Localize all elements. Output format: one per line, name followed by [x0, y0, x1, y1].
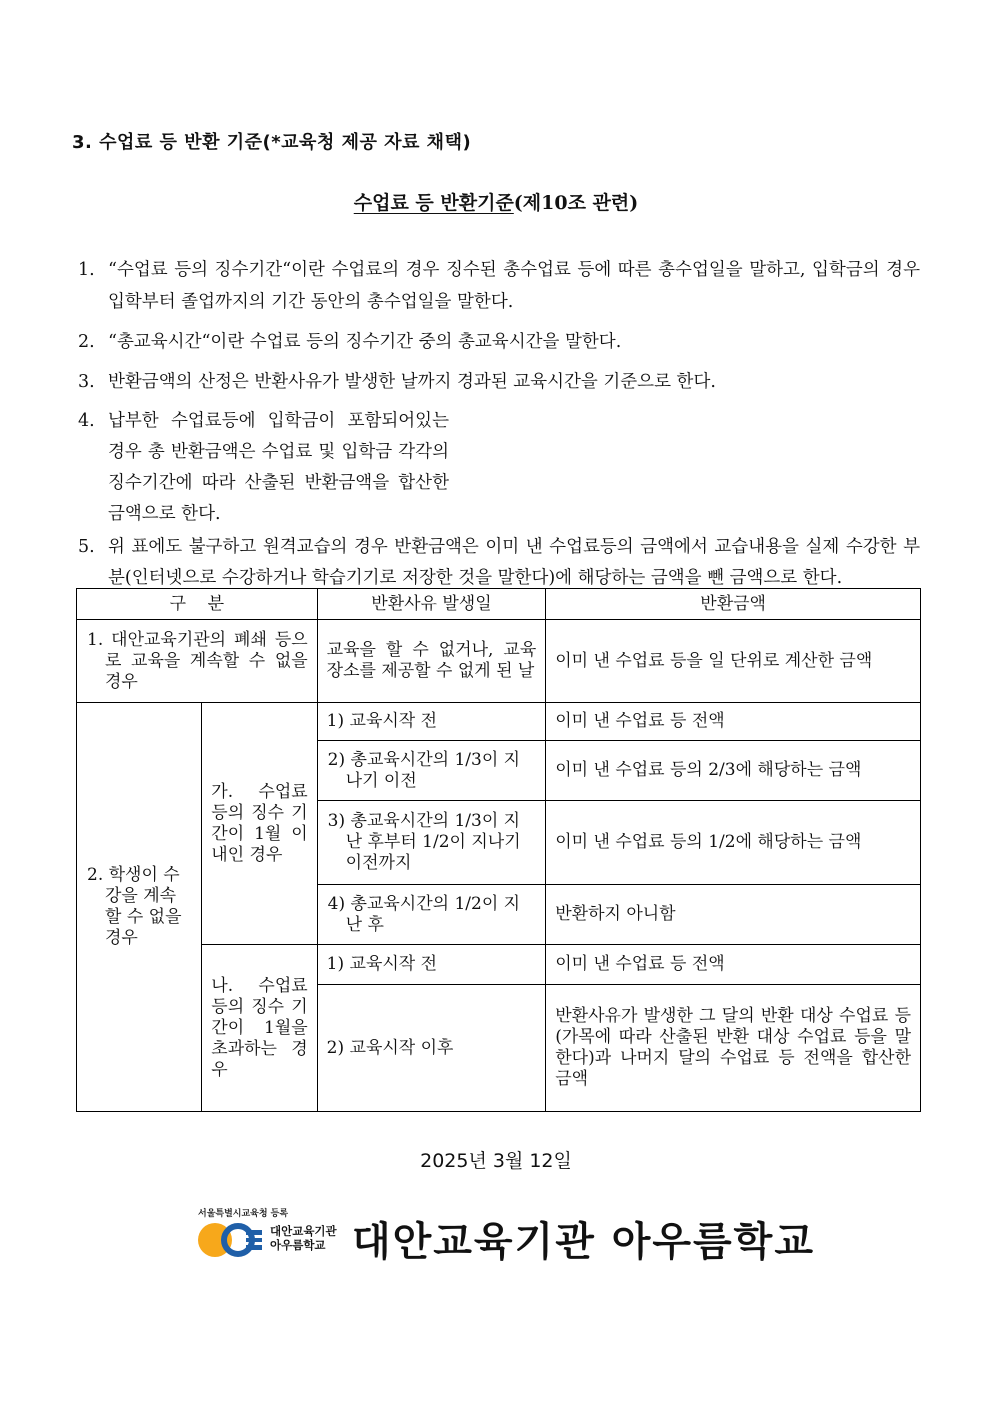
school-name: 대안교육기관 아우름학교: [352, 1219, 815, 1265]
row2-category: 2. 학생이 수강을 계속할 수 없을 경우: [77, 703, 202, 1112]
clause-item: [78, 406, 449, 530]
refund-table: [76, 588, 921, 1112]
registration-text: 서울특별시교육청 등록: [198, 1209, 289, 1219]
group-a-date: 2) 총교육시간의 1/3이 지나기 이전: [317, 741, 546, 801]
clause-text: 반환금액의 산정은 반환사유가 발생한 날까지 경과된 교육시간을 기준으로 한다.: [108, 372, 716, 392]
clause-text: “수업료 등의 징수기간“이란 수업료의 경우 징수된 총수업료 등에 따른 총수업일을 말하고, 입학금의 경우 입학부터 졸업까지의 기간 동안의 총수업일을 말한다.: [108, 260, 920, 312]
group-a-label: 가. 수업료 등의 징수 기간이 1월 이내인 경우: [202, 703, 317, 945]
header-date: 반환사유 발생일: [317, 589, 546, 620]
document-date: 2025년 3월 12일: [420, 1150, 572, 1172]
clause-number: 5.: [78, 537, 95, 557]
subtitle-rest: (제10조 관련): [513, 192, 639, 214]
clause-text: 납부한 수업료등에 입학금이 포함되어있는 경우 총 반환금액은 수업료 및 입학금 각각의 징수기간에 따라 산출된 반환금액을 합산한 금액으로 한다.: [108, 411, 449, 524]
clause-text: “총교육시간“이란 수업료 등의 징수기간 중의 총교육시간을 말한다.: [108, 332, 622, 352]
clause-number: 2.: [78, 332, 95, 352]
row1-category: 1. 대안교육기관의 폐쇄 등으로 교육을 계속할 수 없을 경우: [77, 620, 318, 703]
group-a-amount: 이미 낸 수업료 등 전액: [546, 703, 921, 741]
group-a-amount: 반환하지 아니함: [546, 885, 921, 945]
subtitle-underlined: 수업료 등 반환기준: [353, 192, 514, 214]
group-b-date: 2) 교육시작 이후: [317, 985, 546, 1112]
group-a-amount: 이미 낸 수업료 등의 2/3에 해당하는 금액: [546, 741, 921, 801]
section-heading: 3. 수업료 등 반환 기준(*교육청 제공 자료 채택): [72, 132, 472, 153]
row1-date: 교육을 할 수 없거나, 교육 장소를 제공할 수 없게 된 날: [317, 620, 546, 703]
group-a-date: 3) 총교육시간의 1/3이 지난 후부터 1/2이 지나기 이전까지: [317, 801, 546, 885]
clause-list: [78, 254, 920, 594]
school-logo: [196, 1206, 836, 1266]
clause-item: [78, 254, 920, 318]
clause-item: [78, 532, 920, 594]
clause-item: [78, 326, 920, 358]
logo-small-line: 대안교육기관: [270, 1224, 337, 1238]
table-row: [77, 945, 921, 985]
clause-text: 위 표에도 불구하고 원격교습의 경우 반환금액은 이미 낸 수업료등의 금액에서 교습내용을 실제 수강한 부분(인터넷으로 수강하거나 학습기기로 저장한 것을 말한다)에 해당하는 금액을 뺀 금액으로 한다.: [108, 537, 920, 588]
clause-number: 4.: [78, 411, 95, 431]
school-emblem-icon: [196, 1220, 266, 1260]
group-a-date: 4) 총교육시간의 1/2이 지난 후: [317, 885, 546, 945]
logo-small-text: [270, 1224, 337, 1252]
group-b-amount: 이미 낸 수업료 등 전액: [546, 945, 921, 985]
table-row: [77, 620, 921, 703]
table-header-row: [77, 589, 921, 620]
group-a-date: 1) 교육시작 전: [317, 703, 546, 741]
clause-number: 3.: [78, 372, 95, 392]
table-row: [77, 703, 921, 741]
header-amount: 반환금액: [546, 589, 921, 620]
logo-small-line: 아우름학교: [270, 1238, 326, 1252]
group-b-label: 나. 수업료 등의 징수 기간이 1월을 초과하는 경우: [202, 945, 317, 1112]
header-category: 구 분: [77, 589, 318, 620]
group-b-date: 1) 교육시작 전: [317, 945, 546, 985]
clause-item: [78, 366, 920, 398]
document-subtitle: [0, 188, 992, 215]
clause-number: 1.: [78, 260, 95, 280]
row1-amount: 이미 낸 수업료 등을 일 단위로 계산한 금액: [546, 620, 921, 703]
group-a-amount: 이미 낸 수업료 등의 1/2에 해당하는 금액: [546, 801, 921, 885]
group-b-amount: 반환사유가 발생한 그 달의 반환 대상 수업료 등(가목에 따라 산출된 반환 대상 수업료 등을 말한다)과 나머지 달의 수업료 등 전액을 합산한 금액: [546, 985, 921, 1112]
